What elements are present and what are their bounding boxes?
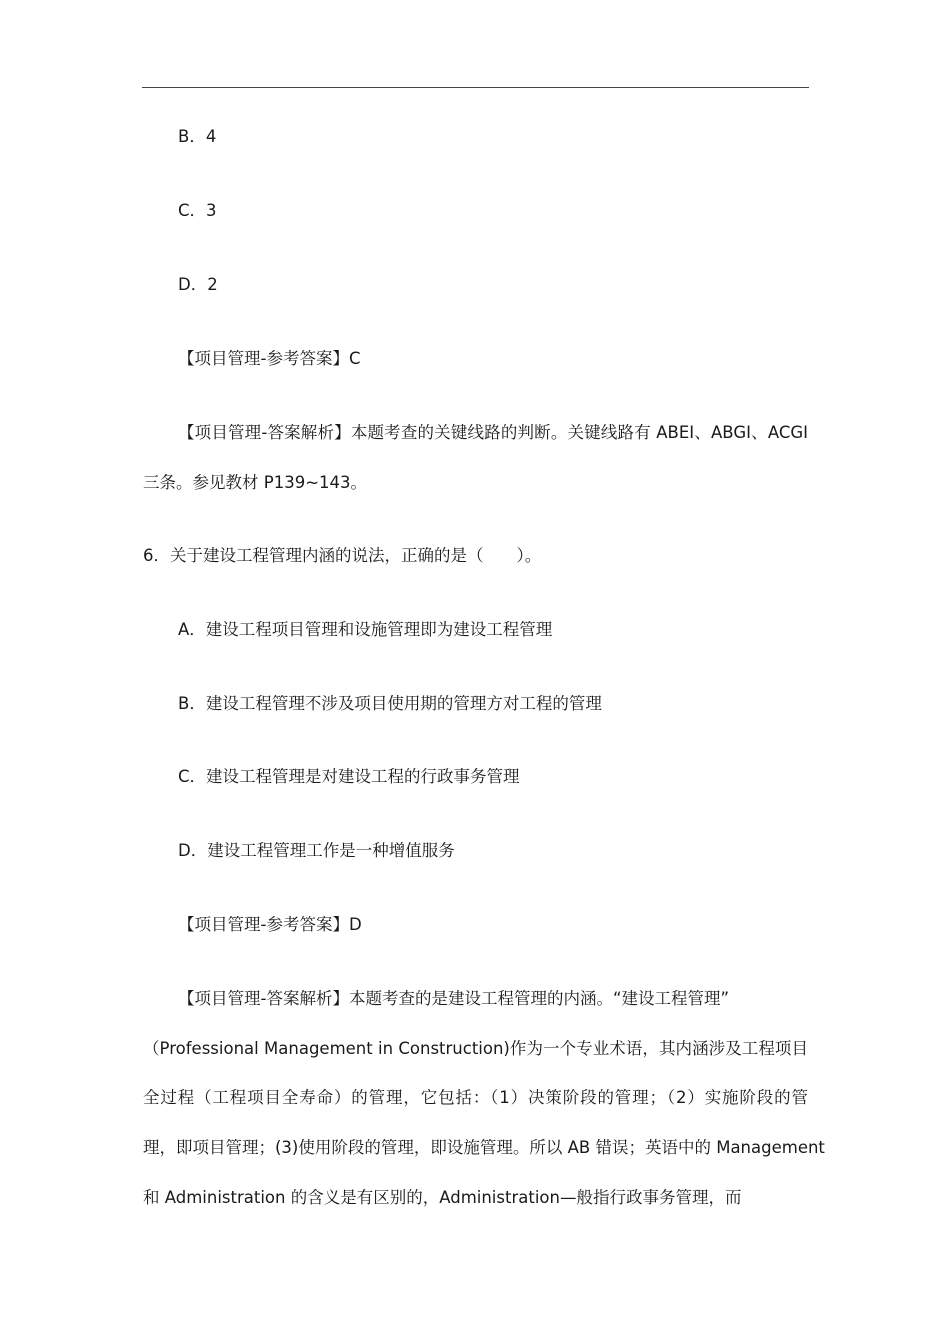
q6-question: 6．关于建设工程管理内涵的说法，正确的是（ ）。 [143, 546, 542, 565]
q6-option-a: A．建设工程项目管理和设施管理即为建设工程管理 [178, 620, 553, 639]
q5-option-d: D．2 [178, 275, 218, 294]
q6-analysis-line-4: 理，即项目管理；(3)使用阶段的管理，即设施管理。所以 AB 错误；英语中的 Management [143, 1138, 825, 1157]
q5-analysis-line-1: 【项目管理-答案解析】本题考查的关键线路的判断。关键线路有 ABEI、ABGI、ACGI [178, 423, 808, 442]
q6-analysis-line-5: 和 Administration 的含义是有区别的，Administration—般指行政事务管理，而 [143, 1188, 742, 1207]
q5-option-b: B．4 [178, 127, 217, 146]
q6-option-c: C．建设工程管理是对建设工程的行政事务管理 [178, 767, 520, 786]
q6-option-b: B．建设工程管理不涉及项目使用期的管理方对工程的管理 [178, 694, 602, 713]
q6-option-d: D．建设工程管理工作是一种增值服务 [178, 841, 455, 860]
q5-answer: 【项目管理-参考答案】C [178, 349, 361, 368]
q6-answer: 【项目管理-参考答案】D [178, 915, 362, 934]
q6-analysis-line-3: 全过程（工程项目全寿命）的管理，它包括：（1）决策阶段的管理；（2）实施阶段的管 [143, 1088, 808, 1107]
q5-analysis-line-2: 三条。参见教材 P139~143。 [143, 473, 368, 492]
header-rule [142, 87, 809, 88]
q6-analysis-line-1: 【项目管理-答案解析】本题考查的是建设工程管理的内涵。“建设工程管理” [178, 989, 730, 1008]
q5-option-c: C．3 [178, 201, 217, 220]
q6-analysis-line-2: （Professional Management in Construction)作为一个专业术语，其内涵涉及工程项目 [143, 1039, 808, 1058]
